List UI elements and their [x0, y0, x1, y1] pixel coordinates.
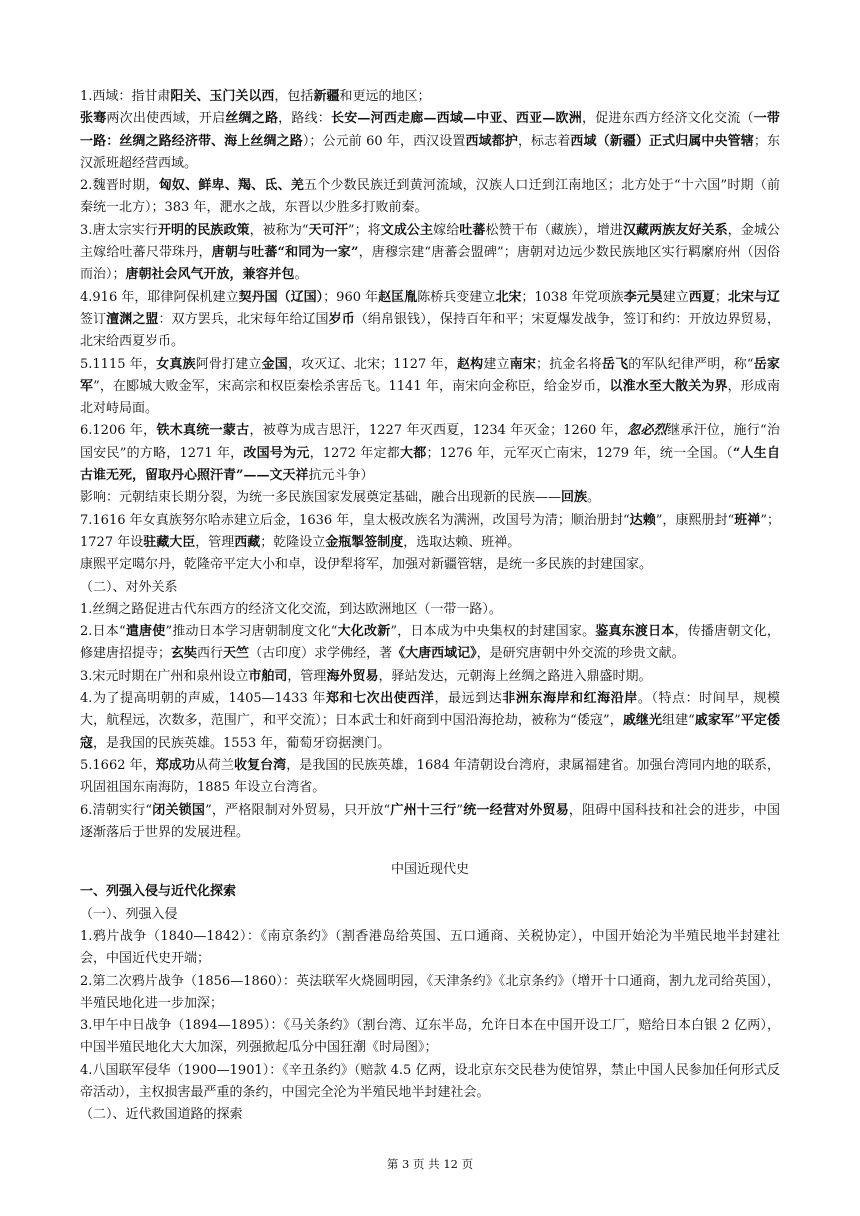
emphasis-text: 《大唐西域记》	[392, 646, 477, 662]
body-text: 五个少数民族迁到黄河流域，汉族人口迁到江南地区；北方处于“十六国”时期（前秦统一北方）；383 年，淝水之战，东晋以少胜多打败前秦。	[80, 178, 780, 216]
body-text: 中国近现代史	[390, 862, 469, 878]
emphasis-text: 岁币	[328, 311, 355, 327]
emphasis-text: 澶渊之盟	[106, 311, 159, 327]
paragraph	[80, 420, 780, 487]
paragraph	[80, 904, 780, 926]
paragraph	[80, 688, 780, 755]
body-text: 建立	[483, 356, 510, 372]
body-text: ，金城公主嫁给吐蕃尺带珠丹，	[80, 222, 780, 261]
emphasis-text: 广州十三行	[390, 802, 457, 818]
emphasis-text: “人生自古谁无死，留取丹心照汗青”——文天祥	[80, 445, 780, 484]
emphasis-text: 遣唐使	[125, 624, 166, 640]
body-text: 4.为了提高明朝的声威，1405—1433 年	[80, 691, 326, 707]
body-text: ，促进东西方经济文化交流（	[581, 111, 754, 127]
emphasis-text: 新疆	[313, 89, 340, 104]
emphasis-text: 文成公主	[380, 222, 434, 238]
emphasis-text: 岳飞	[601, 356, 629, 372]
body-text: ”，康熙册封“	[655, 512, 735, 528]
emphasis-text: 金瓶掣签制度	[325, 534, 404, 550]
body-text: 松赞干布（藏族），增进	[485, 222, 623, 238]
body-text: 阿骨打建立	[195, 356, 262, 372]
body-text: 6.清朝实行“	[80, 802, 153, 818]
body-text: 1.丝绸之路促进古代东西方的经济文化交流，到达欧洲地区（一带一路）。	[80, 601, 502, 617]
emphasis-text: 唐朝与吐蕃“和同为一家”	[211, 245, 359, 261]
section-heading	[80, 881, 780, 903]
emphasis-text: 忽必烈	[627, 423, 668, 439]
emphasis-text: 赵构	[456, 356, 484, 372]
body-text: 。	[587, 490, 601, 506]
body-text: ，路线：	[278, 111, 331, 127]
emphasis-text: 铁木真统一蒙古	[156, 423, 250, 439]
emphasis-text: 长安—河西走廊—西域—中亚、西亚—欧洲	[331, 111, 582, 127]
emphasis-text: 岳家军	[80, 356, 780, 394]
paragraph	[80, 599, 780, 621]
emphasis-text: 鉴真东渡日本	[595, 624, 675, 640]
body-text: （古印度）求学佛经，著	[249, 646, 393, 662]
emphasis-text: 西夏	[688, 289, 715, 305]
body-text: ，传播唐朝文化，修建唐招提寺；	[80, 624, 780, 662]
emphasis-text: 非洲东海岸和红海沿岸	[502, 691, 638, 707]
paragraph	[80, 175, 780, 220]
emphasis-text: 戚家军	[694, 713, 735, 729]
body-text: ）；公元前 60 年，西汉设置	[302, 133, 466, 149]
body-text: ；1038 年党项族	[521, 289, 624, 305]
emphasis-text: 大都	[399, 445, 427, 461]
body-text: 组建“	[662, 713, 695, 729]
body-text: （二）、近代救国道路的探索	[80, 1107, 243, 1123]
body-text: ，1272 年定都	[309, 445, 400, 461]
body-text: ；	[714, 289, 728, 305]
paragraph	[80, 108, 780, 175]
emphasis-text: 南宋	[509, 356, 537, 372]
paragraph	[80, 510, 780, 555]
emphasis-text: 阳关、玉门关以西	[170, 89, 275, 104]
emphasis-text: 达赖	[629, 512, 656, 528]
body-text: ，被称为“	[249, 222, 309, 238]
emphasis-text: 西藏	[234, 534, 261, 550]
emphasis-text: 吐蕃	[459, 222, 486, 238]
paragraph	[80, 621, 780, 666]
body-text: 两次出使西域，开启	[106, 111, 226, 127]
body-text: ，标志着	[517, 133, 571, 149]
emphasis-text: 郑成功	[155, 757, 195, 773]
body-text: 的军队纪律严明，称“	[628, 356, 754, 372]
emphasis-text: 天竺	[223, 646, 250, 662]
emphasis-text: 金国	[261, 356, 288, 372]
body-text: ；抗金名将	[536, 356, 602, 372]
paragraph	[80, 1015, 780, 1060]
section-title	[80, 859, 780, 881]
body-text: ”；1727 年设	[80, 512, 780, 550]
emphasis-text: 丝绸之路	[225, 111, 279, 127]
page-body	[80, 86, 780, 1127]
emphasis-text: 北宋	[495, 289, 522, 305]
body-text: ，驿站发达，元朝海上丝绸之路进入鼎盛时期。	[378, 668, 652, 684]
paragraph	[80, 220, 780, 287]
body-text: 6.1206 年，	[80, 423, 157, 439]
paragraph	[80, 287, 780, 354]
body-text: ”	[456, 802, 464, 818]
paragraph	[80, 554, 780, 576]
body-text: 康熙平定噶尔丹，乾隆帝平定大小和卓，设伊犁将军，加强对新疆管辖，是统一多民族的封建国家。	[80, 557, 653, 573]
body-text: 影响：元朝结束长期分裂，为统一多民族国家发展奠定基础，融合出现新的民族——	[80, 490, 562, 506]
paragraph	[80, 1060, 780, 1105]
emphasis-text: 李元昊	[623, 289, 663, 305]
body-text: 7.1616 年女真族努尔哈赤建立后金，1636 年，皇太极改族名为满洲，改国号为清；顺治册封“	[80, 512, 630, 528]
body-text: 。	[294, 267, 308, 283]
body-text: 1.鸦片战争（1840—1842）：《南京条约》（割香港岛给英国、五口通商、关税协定），中国开始沦为半殖民地半封建社会，中国近代史开端；	[80, 928, 780, 967]
body-text: 嫁给	[433, 222, 460, 238]
emphasis-text: 驻藏大臣	[143, 534, 196, 550]
body-text: ，是我国的民族英雄。1553 年，葡萄牙窃据澳门。	[93, 735, 391, 751]
emphasis-text: 市舶司	[248, 668, 288, 684]
paragraph	[80, 487, 780, 509]
emphasis-text: 赵匡胤	[378, 289, 418, 305]
body-text: 3.甲午中日战争（1894—1895）：《马关条约》（割台湾、辽东半岛，允许日本在中国开设工厂，赔给日本白银 2 亿两），中国半殖民地化大大加深，列强掀起瓜分中国狂潮《时局图》；	[80, 1018, 780, 1056]
emphasis-text: 张骞	[80, 111, 107, 127]
body-text: 和更远的地区；	[339, 89, 431, 104]
emphasis-text: 回族	[561, 490, 588, 506]
emphasis-text: 天可汗	[308, 222, 348, 238]
body-text: 1.西域：指甘肃	[80, 89, 171, 104]
body-text: 抗元斗争）	[308, 468, 374, 484]
body-text: ，形成南北对峙局面。	[80, 378, 780, 417]
paragraph	[80, 926, 780, 971]
emphasis-text: 西域（新疆）正式归属中央管辖	[570, 133, 754, 149]
body-text: ”；将	[347, 222, 381, 238]
body-text: 4.916 年，耶律阿保机建立	[80, 289, 239, 305]
emphasis-text: 西域都护	[465, 133, 518, 149]
body-text: ，是研究唐朝中外交流的珍贵文献。	[476, 646, 685, 662]
body-text: ；1276 年，元军灭亡南宋，1279 年，统一全国。（	[426, 445, 733, 461]
emphasis-text: 大化改新	[337, 624, 391, 640]
body-text: 2.日本“	[80, 624, 126, 640]
body-text: 5.1662 年，	[80, 757, 156, 773]
body-text: ，管理	[195, 534, 235, 550]
emphasis-text: 闭关锁国	[152, 802, 206, 818]
body-text: ；乾隆设立	[260, 534, 326, 550]
paragraph	[80, 577, 780, 599]
emphasis-text: 平定倭寇	[80, 713, 780, 751]
emphasis-text: 改国号为元	[243, 445, 310, 461]
body-text: 。（特点：时间早，规模大，航程远，次数多，范围广，和平交流）；日本武士和奸商到中国沿海抢劫，被称为“倭寇”，	[80, 691, 780, 729]
body-text: 3.宋元时期在广州和泉州设立	[80, 668, 249, 684]
body-text: ”，日本成为中央集权的封建国家。	[390, 624, 596, 640]
body-text: ，管理	[287, 668, 327, 684]
paragraph	[80, 755, 780, 800]
paragraph	[80, 1104, 780, 1126]
emphasis-text: 一带一路：丝绸之路经济带、海上丝绸之路	[80, 111, 780, 149]
emphasis-text: 契丹国（辽国）	[238, 289, 324, 305]
body-text: ，包括	[274, 89, 314, 104]
body-text: 4.八国联军侵华（1900—1901）：《辛丑条约》（赔款 4.5 亿两，设北京东交民巷为使馆界，禁止中国人民参加任何形式反帝活动），主权损害最严重的条约，中国完全沦为半殖民地半封建社会。	[80, 1062, 780, 1101]
emphasis-text: 玄奘	[171, 646, 198, 662]
body-text: ，选取达赖、班禅。	[403, 534, 521, 550]
emphasis-text: 海外贸易	[326, 668, 379, 684]
body-text: 建立	[662, 289, 689, 305]
body-text: ”推动日本学习唐朝制度文化“	[165, 624, 338, 640]
body-text: 陈桥兵变建立	[417, 289, 496, 305]
emphasis-text: 班禅	[734, 512, 761, 528]
body-text: ”，在郾城大败金军，宋高宗和权臣秦桧杀害岳飞。1141 年，南宋向金称臣，给金岁币，	[93, 378, 610, 394]
emphasis-text: 戚继光	[622, 713, 663, 729]
paragraph	[80, 971, 780, 1016]
emphasis-text: 北宋与辽	[727, 289, 780, 305]
paragraph	[80, 354, 780, 421]
emphasis-text: 以淮水至大散关为界	[609, 378, 728, 394]
body-text: ；东汉派班超经营西域。	[80, 133, 780, 171]
body-text: ，攻灭辽、北宋；1127 年，	[287, 356, 457, 372]
body-text: 2.魏晋时期，	[80, 178, 159, 194]
body-text: ，被尊为成吉思汗，1227 年灭西夏，1234 年灭金；1260 年，	[249, 423, 628, 439]
emphasis-text: 一、列强入侵与近代化探索	[80, 884, 237, 900]
emphasis-text: 汉藏两族友好关系	[622, 222, 728, 238]
body-text: 签订	[80, 311, 107, 327]
body-text: ”	[734, 713, 741, 729]
body-text: ；960 年	[323, 289, 379, 305]
body-text: （一）、列强入侵	[80, 906, 178, 922]
body-text: 从荷兰	[194, 757, 235, 773]
page-footer: 第 3 页 共 12 页	[386, 1157, 474, 1171]
emphasis-text: 收复台湾	[234, 757, 287, 773]
body-text: 继承汗位，施行“治国安民”的方略，1271 年，	[80, 423, 780, 461]
body-text: ”，严格限制对外贸易，只开放“	[205, 802, 391, 818]
body-text: 3.唐太宗实行	[80, 222, 158, 238]
body-text: （绢帛银钱），保持百年和平；宋夏爆发战争，签订和约：开放边界贸易，北宋给西夏岁币。	[80, 311, 780, 350]
emphasis-text: 匈奴、鲜卑、羯、氐、羌	[158, 178, 305, 194]
body-text: （二）、对外关系	[80, 579, 178, 595]
emphasis-text: 开明的民族政策	[157, 222, 250, 238]
paragraph	[80, 86, 780, 108]
body-text: 5.1115 年，	[80, 356, 157, 372]
body-text: ，是我国的民族英雄，1684 年清朝设台湾府，隶属福建省。加强台湾同内地的联系，巩固祖国东南海防，1885 年设立台湾省。	[80, 757, 780, 796]
body-text: 西行	[197, 646, 224, 662]
body-text: ：双方罢兵，北宋每年给辽国	[158, 311, 329, 327]
body-text: ，唐穆宗建“唐蕃会盟碑”；唐朝对边远少数民族地区实行羁縻府州（因俗而治）；	[80, 245, 780, 283]
body-text: ，阻碍中国科技和社会的进步，中国逐渐落后于世界的发展进程。	[80, 802, 780, 840]
emphasis-text: 女真族	[156, 356, 196, 372]
emphasis-text: 郑和七次出使西洋	[325, 691, 435, 707]
paragraph	[80, 666, 780, 688]
emphasis-text: 统一经营对外贸易	[463, 802, 569, 818]
body-text: 2.第二次鸦片战争（1856—1860）：英法联军火烧圆明园，《天津条约》《北京条约》（增开十口通商，割九龙司给英国），半殖民地化进一步加深；	[80, 973, 780, 1011]
paragraph	[80, 800, 780, 845]
emphasis-text: 唐朝社会风气开放，兼容并包	[125, 267, 295, 283]
body-text: ，最远到达	[434, 691, 503, 707]
